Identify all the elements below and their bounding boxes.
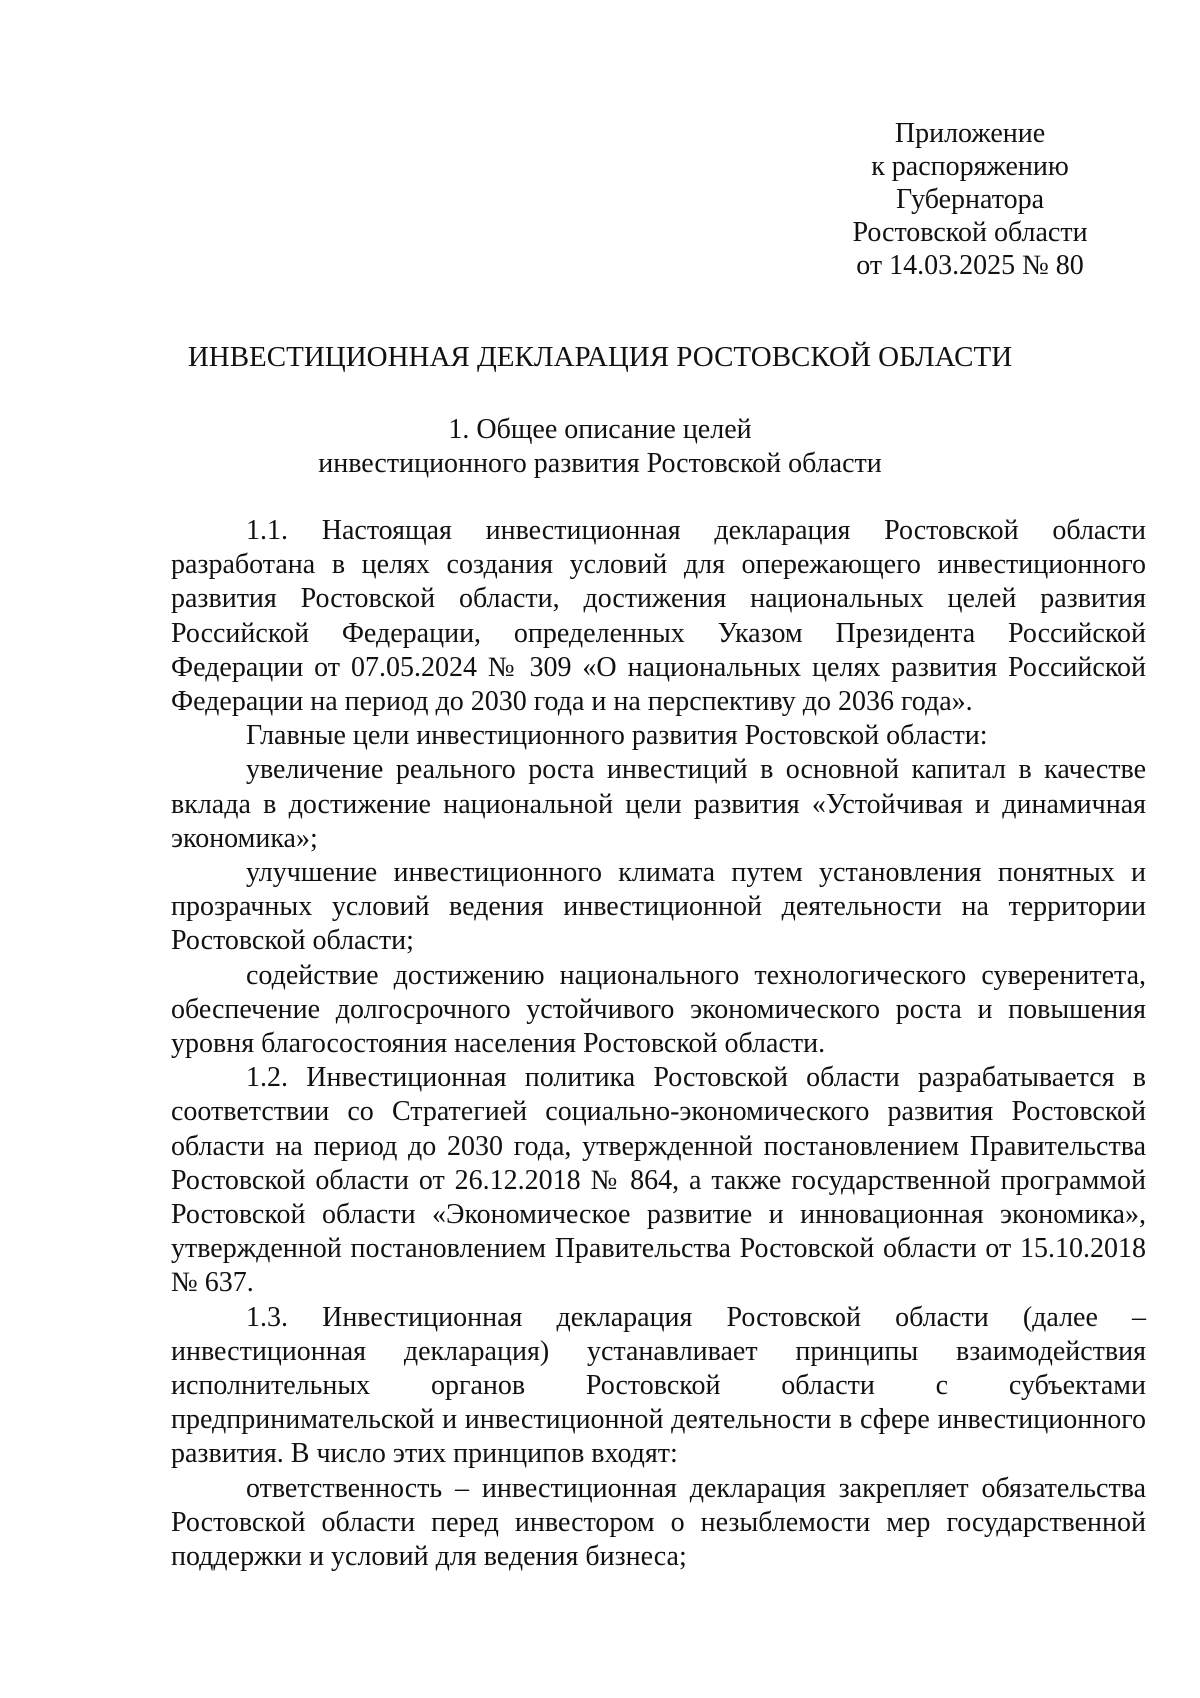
paragraph-1-1: 1.1. Настоящая инвестиционная декларация Ростовской области разработана в целях создания условий для опережающего инвестиционного развития Ростовской области, достижения национальных целей развития Российской Федерации, определенных Указом Президента Российской Федерации от 07.05.2024 № 309 «О национальных целях развития Российской Федерации на период до 2030 года и на перспективу до 2036 года». <box>171 515 1146 718</box>
section-heading <box>0 413 1200 481</box>
body-text <box>171 514 1146 1574</box>
paragraph-goal-2: улучшение инвестиционного климата путем установления понятных и прозрачных условий ведения инвестиционной деятельности на территории Ростовской области; <box>171 857 1146 957</box>
paragraph-1-3: 1.3. Инвестиционная декларация Ростовской области (далее – инвестиционная декларация) устанавливает принципы взаимодействия исполнительных органов Ростовской области с субъектами предпринимательской и инвестиционной деятельности в сфере инвестиционного развития. В число этих принципов входят: <box>171 1301 1146 1470</box>
paragraph-goals-intro: Главные цели инвестиционного развития Ростовской области: <box>246 720 988 752</box>
appendix-line: Приложение <box>894 118 1046 149</box>
paragraph-goal-3: содействие достижению национального технологического суверенитета, обеспечение долгосрочного устойчивого экономического роста и повышения уровня благосостояния населения Ростовской области. <box>171 959 1146 1060</box>
paragraph-goal-1: увеличение реального роста инвестиций в основной капитал в качестве вклада в достижение национальной цели развития «Устойчивая и динамичная экономика»; <box>171 754 1146 854</box>
paragraph-1-2: 1.2. Инвестиционная политика Ростовской области разрабатывается в соответствии со Стратегией социально-экономического развития Ростовской области на период до 2030 года, утвержденной постановлением Правительства Ростовской области от 26.12.2018 № 864, а также государственной программой Ростовской области «Экономическое развитие и инновационная экономика», утвержденной постановлением Правительства Ростовской области от 15.10.2018 № 637. <box>171 1062 1146 1299</box>
document-title: ИНВЕСТИЦИОННАЯ ДЕКЛАРАЦИЯ РОСТОВСКОЙ ОБЛАСТИ <box>187 341 1013 373</box>
section-heading-line: инвестиционного развития Ростовской области <box>318 448 882 479</box>
appendix-block <box>820 117 1120 282</box>
paragraph-principle-responsibility: ответственность – инвестиционная декларация закрепляет обязательства Ростовской области перед инвестором о незыблемости мер государственной поддержки и условий для ведения бизнеса; <box>171 1472 1146 1573</box>
appendix-line: Губернатора <box>895 184 1045 215</box>
section-heading-line: 1. Общее описание целей <box>448 414 752 445</box>
appendix-line: Ростовской области <box>852 217 1088 248</box>
appendix-line: к распоряжению <box>871 151 1069 182</box>
appendix-line: от 14.03.2025 № 80 <box>856 250 1084 281</box>
